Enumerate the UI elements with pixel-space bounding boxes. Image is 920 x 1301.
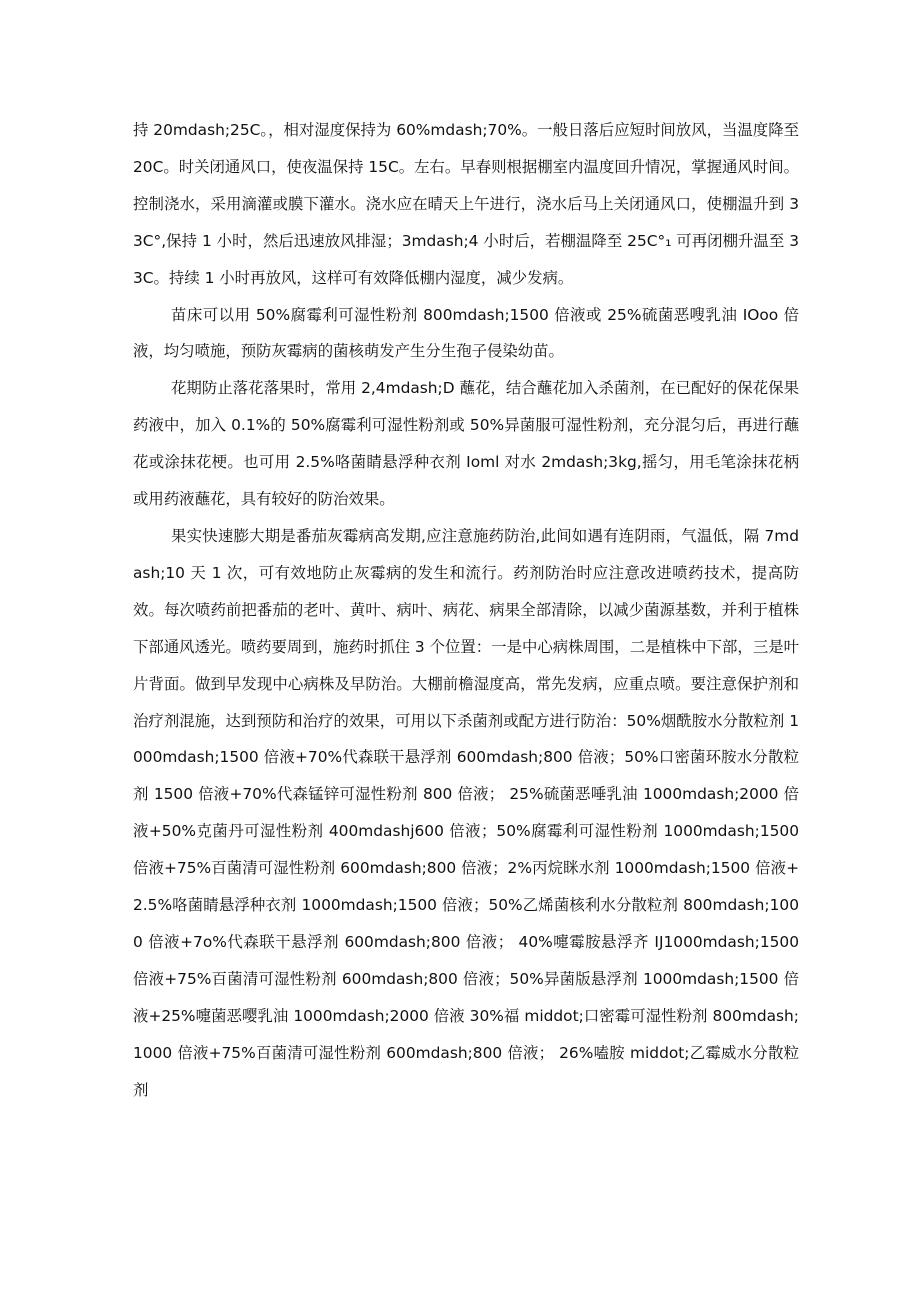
paragraph-greenhouse-ventilation: 持 20mdash;25C。，相对湿度保持为 60%mdash;70%。一般日落后应短时间放风，当温度降至 20C。时关闭通风口，使夜温保持 15C。左右。早春则根据棚室内温度回升情况，掌握通风时间。控制浇水，采用滴灌或膜下灌水。浇水应在晴天上午进行，浇水后马上关闭通风口，使棚温升到 33C°,保持 1 小时，然后迅速放风排湿；3mdash;4 小时后，若棚温降至 25C°₁ 可再闭棚升温至 33C。持续 1 小时再放风，这样可有效降低棚内湿度，减少发病。 — [133, 121, 799, 287]
paragraph-fruit-expansion-period: 果实快速膨大期是番茄灰霉病高发期,应注意施药防治,此间如遇有连阴雨，气温低，隔 7mdash;10 天 1 次，可有效地防止灰霉病的发生和流行。药剂防治时应注意改进喷药技术，提高防效。每次喷药前把番茄的老叶、黄叶、病叶、病花、病果全部清除，以减少菌源基数，并利于植株下部通风透光。喷药要周到，施药时抓住 3 个位置：一是中心病株周围，二是植株中下部，三是叶片背面。做到早发现中心病株及早防治。大棚前檐湿度高，常先发病，应重点喷。要注意保护剂和治疗剂混施，达到预防和治疗的效果，可用以下杀菌剂或配方进行防治：50%烟酰胺水分散粒剂 1000mdash;1500 倍液+70%代森联干悬浮剂 600mdash;800 倍液；50%口密菌环胺水分散粒剂 1500 倍液+70%代森锰锌可湿性粉剂 800 倍液； 25%硫菌恶唾乳油 1000mdash;2000 倍液+50%克菌丹可湿性粉剂 400mdashj600 倍液；50%腐霉利可湿性粉剂 1000mdash;1500 倍液+75%百菌清可湿性粉剂 600mdash;800 倍液；2%丙烷眯水剂 1000mdash;1500 倍液+2.5%咯菌睛悬浮种衣剂 1000mdash;1500 倍液；50%乙烯菌核利水分散粒剂 800mdash;1000 倍液+7o%代森联干悬浮剂 600mdash;800 倍液； 40%嚏霉胺悬浮齐 IJ1000mdash;1500 倍液+75%百菌清可湿性粉剂 600mdash;800 倍液；50%异菌版悬浮剂 1000mdash;1500 倍液+25%嚏菌恶嘤乳油 1000mdash;2000 倍液 30%福 middot;口密霉可湿性粉剂 800mdash;1000 倍液+75%百菌清可湿性粉剂 600mdash;800 倍液； 26%嗑胺 middot;乙霉威水分散粒剂 — [133, 526, 800, 1099]
paragraph-flowering-period: 花期防止落花落果时，常用 2,4mdash;D 蘸花，结合蘸花加入杀菌剂，在已配好的保花保果药液中，加入 0.1%的 50%腐霉利可湿性粉剂或 50%异菌服可湿性粉剂，充分混匀后，再进行蘸花或涂抹花梗。也可用 2.5%咯菌睛悬浮种衣剂 Ioml 对水 2mdash;3kg,摇匀，用毛笔涂抹花柄或用药液蘸花，具有较好的防治效果。 — [133, 379, 799, 509]
paragraph-seedbed-treatment: 苗床可以用 50%腐霉利可湿性粉剂 800mdash;1500 倍液或 25%硫菌恶嗖乳油 IOoo 倍液，均匀喷施，预防灰霉病的菌核萌发产生分生孢子侵染幼苗。 — [133, 305, 799, 361]
document-page — [133, 112, 799, 1108]
